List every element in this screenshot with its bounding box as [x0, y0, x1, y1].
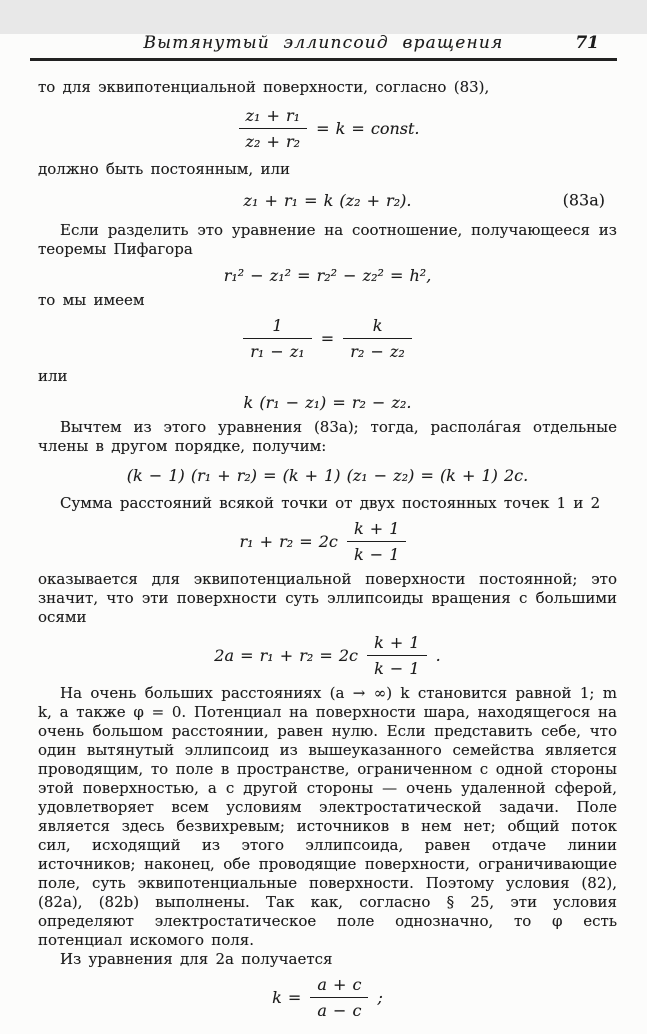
equation-number: (83a)	[562, 190, 605, 210]
fraction	[347, 519, 406, 564]
paragraph-constant: должно быть постоянным, или	[38, 160, 290, 178]
page-number: 71	[575, 33, 599, 53]
denominator: r₁ − z₁	[250, 342, 305, 361]
equation-body: r₁² − z₁² = r₂² − z₂² = h²,	[223, 266, 432, 285]
running-head-title: Вытянутый эллипсоид вращения	[143, 33, 504, 53]
paragraph-then-we-have: то мы имеем	[38, 291, 145, 309]
equation-body: z₁ + r₁ = k (z₂ + r₂).	[243, 191, 412, 210]
equation-pythagoras	[38, 265, 617, 285]
denominator: z₂ + r₂	[245, 132, 300, 151]
equation-83a	[38, 190, 617, 210]
equation-lhs: r₁ + r₂ = 2c	[239, 532, 338, 551]
fraction-right	[343, 316, 411, 361]
equation-rearranged	[38, 465, 617, 485]
paragraph-subtract: Вычтем из этого уравнения (83а); тогда, распола́гая отдельные члены в другом порядке, получим:	[38, 418, 617, 455]
paragraph-or: или	[38, 367, 68, 385]
denominator: k − 1	[374, 659, 420, 678]
paragraph-equipotential-intro: то для эквипотенциальной поверхности, согласно (83),	[38, 78, 490, 96]
equation-lhs: k =	[272, 988, 302, 1007]
equation-major-axis-2a	[38, 633, 617, 678]
equation-sum-r1-r2	[38, 519, 617, 564]
fraction	[367, 633, 426, 678]
equation-k-const	[38, 106, 617, 151]
denominator: a − c	[317, 1001, 362, 1020]
denominator: r₂ − z₂	[350, 342, 405, 361]
fraction-left	[243, 316, 311, 361]
equation-tail: .	[435, 646, 441, 665]
denominator: k − 1	[353, 545, 400, 564]
page-content	[38, 78, 617, 1020]
numerator: k + 1	[347, 519, 406, 542]
numerator: k + 1	[367, 633, 426, 656]
equation-body: k (r₁ − z₁) = r₂ − z₂.	[243, 393, 412, 412]
paragraph-from-equation-2a: Из уравнения для 2a получается	[60, 950, 333, 968]
equation-k-difference	[38, 392, 617, 412]
running-head	[30, 34, 617, 53]
equation-lhs: 2a = r₁ + r₂ = 2c	[214, 646, 358, 665]
equation-fraction-ratio	[38, 316, 617, 361]
paragraph-field-discussion: На очень больших расстояниях (a → ∞) k становится равной 1; m k, а также φ = 0. Потенциал на поверхности шара, находящегося на очень большом расстоянии, равен нулю. Если представить себе, что один вытянутый эллипсоид из вышеуказанного семейства является проводящим, то поле в пространстве, ограниченном с одной стороны этой поверхностью, а с другой стороны — очень удаленной сферой, удовлетворяет всем условиям электростатической задачи. Поле является здесь безвихревым; источников в нем нет; общий поток сил, исходящий из этого эллипсоида, равен отдаче линии источников; наконец, обе проводящие поверхности, ограничивающие поле, суть эквипотенциальные поверхности. Поэтому условия (82), (82а), (82b) выполнены. Так как, согласно § 25, эти условия определяют электростатическое поле однозначно, то φ есть потенциал искомого поля.	[38, 684, 617, 949]
numerator: a + c	[310, 975, 368, 998]
paragraph-sum-of-distances: Сумма расстояний всякой точки от двух постоянных точек 1 и 2	[60, 494, 601, 512]
equation-k-ac	[38, 975, 617, 1020]
fraction	[310, 975, 368, 1020]
numerator: 1	[243, 316, 311, 339]
fraction	[239, 106, 307, 151]
numerator: k	[343, 316, 411, 339]
equation-rhs: = k = const.	[316, 119, 420, 138]
equation-tail: ;	[377, 988, 383, 1007]
numerator: z₁ + r₁	[239, 106, 307, 129]
equation-body: (k − 1) (r₁ + r₂) = (k + 1) (z₁ − z₂) = (k + 1) 2c.	[126, 466, 529, 485]
paragraph-divide-pythagoras: Если разделить это уравнение на соотношение, получающееся из теоремы Пифагора	[38, 221, 617, 258]
paragraph-ellipsoids-major-axes: оказывается для эквипотенциальной поверхности постоянной; это значит, что эти поверхности суть эллипсоиды вращения с большими осями	[38, 570, 617, 626]
scanned-book-page	[0, 34, 647, 1034]
equals-sign: =	[320, 329, 335, 348]
header-rule	[30, 58, 617, 61]
